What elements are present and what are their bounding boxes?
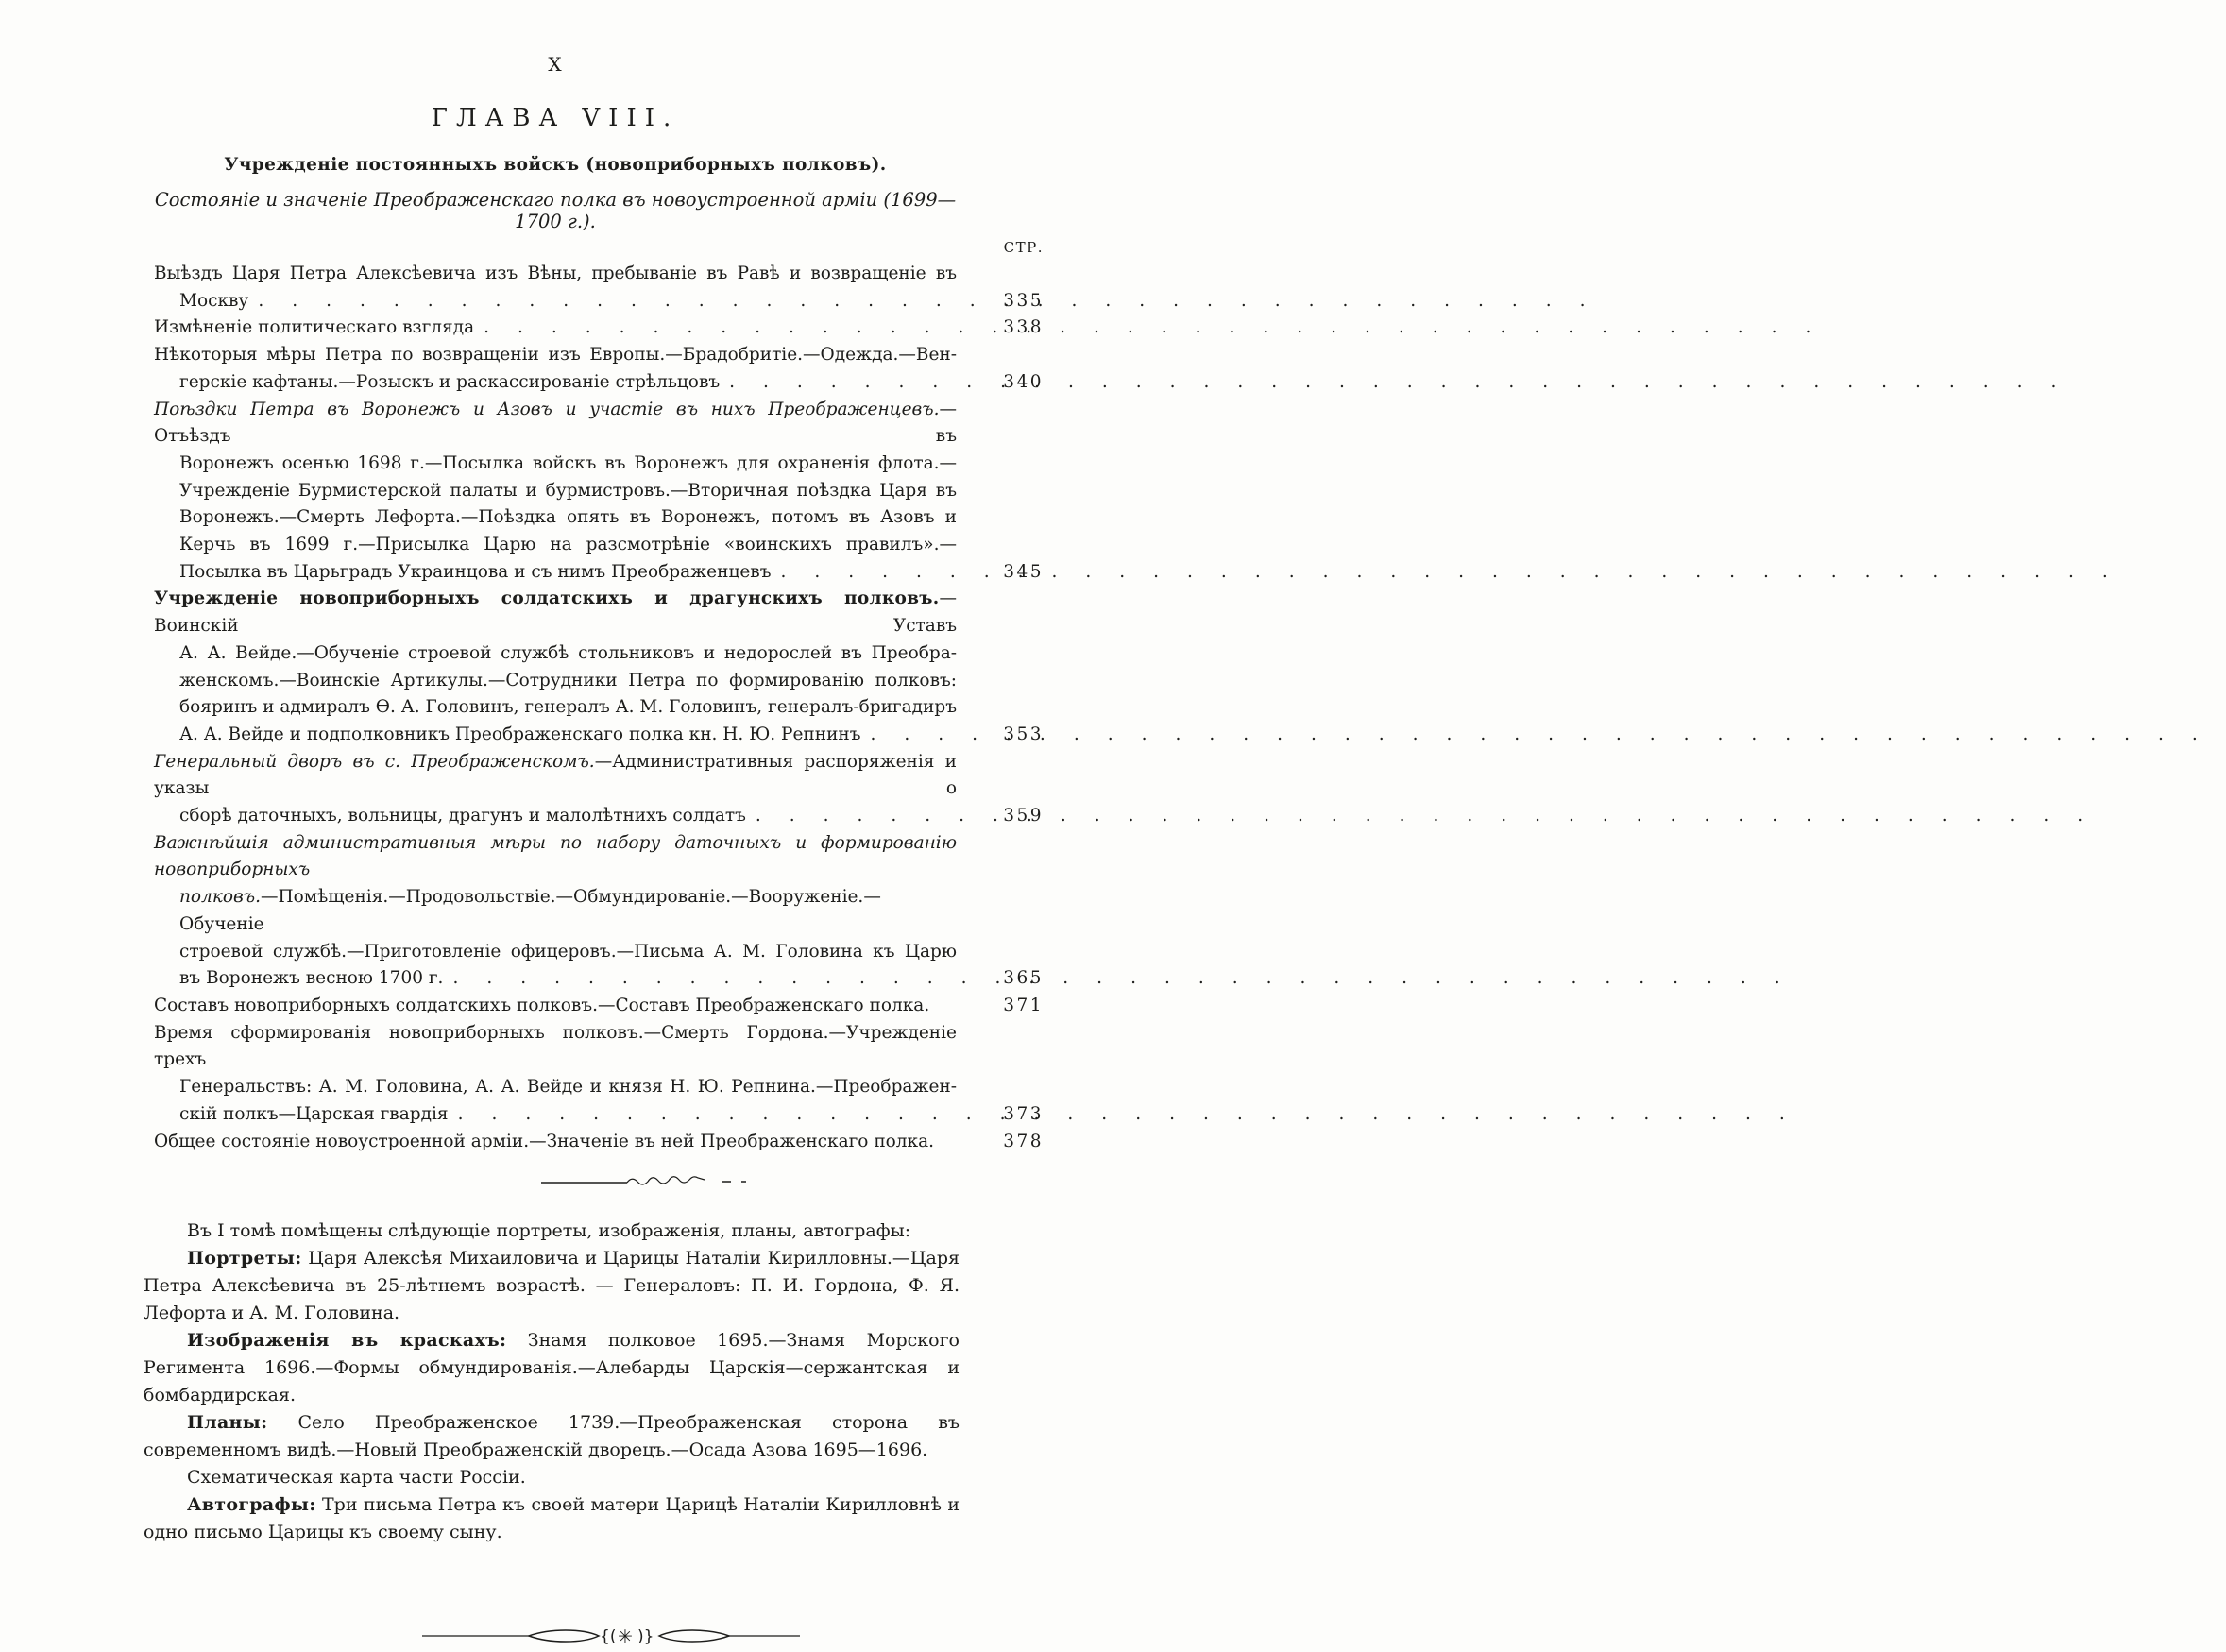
folio-page-number: X — [548, 53, 563, 76]
tailpiece — [154, 1624, 957, 1652]
text-segment: Учрежденіе Бурмистерской палаты и бурмистровъ.—Вторичная поѣздка Царя въ — [179, 480, 957, 501]
paragraph-text: Схематическая карта части Россіи. — [187, 1467, 526, 1489]
text-segment: А. А. Вейде.—Обученіе строевой службѣ стольниковъ и недорослей въ Преобра- — [179, 642, 957, 663]
page-column-header: СТР. — [1003, 239, 1044, 256]
toc-line-text — [179, 803, 746, 830]
toc-line — [154, 586, 957, 639]
toc-line — [154, 559, 1044, 587]
toc-line — [154, 342, 957, 369]
text-segment: —Отъѣздъ въ — [154, 399, 957, 447]
addendum-paragraph — [144, 1409, 960, 1464]
toc-line — [154, 1129, 1044, 1156]
dot-leader — [458, 1101, 974, 1129]
toc-entry — [154, 261, 1044, 315]
toc-line-text — [154, 993, 929, 1020]
toc-entry — [154, 830, 1044, 993]
addendum-paragraph — [144, 1464, 960, 1491]
text-segment: Генеральный дворъ въ с. Преображенскомъ. — [154, 751, 595, 772]
text-segment: Нѣкоторыя мѣры Петра по возвращеніи изъ Европы.—Брадобритіе.—Одежда.—Вен- — [154, 345, 957, 366]
toc-line-text — [179, 1101, 449, 1129]
text-segment: Общее состояніе новоустроенной арміи.—Значеніе въ ней Преображенскаго полка. — [154, 1131, 935, 1151]
text-segment: —Административныя распоряженія и указы о — [154, 751, 957, 799]
text-segment: герскіе кафтаны.—Розыскъ и раскассированіе стрѣльцовъ — [179, 371, 721, 392]
chapter-heading: ГЛАВА VIII. — [431, 104, 680, 132]
toc-line — [154, 640, 957, 668]
engraved-tailpiece-ornament-icon — [422, 1624, 800, 1648]
text-segment: Учрежденіе новоприборныхъ солдатскихъ и драгунскихъ полковъ. — [154, 588, 940, 609]
table-of-contents — [154, 261, 1044, 1155]
svg-text:✳: ✳ — [618, 1626, 633, 1648]
toc-line — [154, 993, 1044, 1020]
dot-leader — [871, 722, 974, 749]
toc-line — [154, 803, 1044, 830]
text-segment: Генеральствъ: А. М. Головина, А. А. Вейде и князя Н. Ю. Репнина.—Преображен- — [179, 1077, 957, 1098]
paragraph-label: Изображенія въ краскахъ: — [187, 1330, 507, 1352]
page-number: 373 — [1003, 1103, 1044, 1124]
dot-leader — [484, 315, 974, 342]
paragraph-text: Знамя полковое 1695.—Знамя Морского Регимента 1696.—Формы обмундированія.—Алебарды Царскія—сержантская и бомбардирская. — [144, 1330, 960, 1406]
toc-line — [154, 532, 957, 559]
toc-line — [154, 451, 957, 478]
toc-line — [154, 830, 957, 884]
toc-line-text — [154, 315, 474, 342]
toc-line — [154, 965, 1044, 993]
addendum-intro: Въ I томѣ помѣщены слѣдующіе портреты, изображенія, планы, автографы: — [187, 1220, 911, 1242]
dot-leader — [729, 369, 974, 397]
text-segment: въ Воронежъ весною 1700 г. — [179, 968, 444, 989]
toc-line — [154, 722, 1044, 749]
dot-leader — [756, 803, 974, 830]
toc-entry — [154, 342, 1044, 396]
toc-line — [154, 884, 957, 938]
addendum-paragraph — [144, 1327, 960, 1409]
squiggle-rule-icon — [537, 1174, 759, 1191]
text-segment: Поѣздки Петра въ Воронежъ и Азовъ и участіе въ нихъ Преображенцевъ. — [154, 399, 940, 419]
paragraph-text: Царя Алексѣя Михаиловича и Царицы Наталіи Кирилловны.—Царя Петра Алексѣевича въ 25-лѣтнемъ возрастѣ. — Генераловъ: П. И. Гордона, Ф. Я. Лефорта и А. М. Головина. — [144, 1248, 960, 1324]
text-segment: —Помѣщенія.—Продовольствіе.—Обмундированіе.—Вооруженіе.—Обученіе — [179, 887, 881, 934]
page-number: 365 — [1003, 968, 1044, 989]
text-segment: скій полкъ—Царская гвардія — [179, 1103, 449, 1124]
toc-line-text — [179, 559, 771, 587]
addendum-paragraphs — [144, 1245, 960, 1546]
svg-text:)}: )} — [637, 1627, 654, 1647]
toc-entry — [154, 749, 1044, 830]
paragraph-label: Планы: — [187, 1412, 268, 1434]
paragraph-label: Портреты: — [187, 1248, 302, 1269]
page-number: 340 — [1003, 371, 1044, 392]
toc-line — [154, 1074, 957, 1101]
text-segment: Воронежъ осенью 1698 г.—Посылка войскъ въ Воронежъ для охраненія флота.— — [179, 452, 957, 473]
text-segment: Измѣненіе политическаго взгляда — [154, 317, 475, 338]
toc-line — [154, 369, 1044, 397]
paragraph-text: Село Преображенское 1739.—Преображенская сторона въ современномъ видѣ.—Новый Преображенскій дворецъ.—Осада Азова 1695—1696. — [144, 1412, 960, 1461]
page-number: 338 — [1003, 317, 1044, 338]
paragraph-text: Три письма Петра къ своей матери Царицѣ Наталіи Кирилловнѣ и одно письмо Царицы къ своему сыну. — [144, 1494, 960, 1543]
text-segment: Москву — [179, 290, 249, 311]
toc-line — [154, 261, 957, 288]
dot-leader — [452, 965, 974, 993]
toc-entry — [154, 397, 1044, 587]
paragraph-label: Автографы: — [187, 1494, 316, 1516]
page-number: 378 — [1003, 1131, 1044, 1151]
toc-line — [154, 749, 957, 803]
page-content — [144, 0, 1044, 1652]
toc-line — [154, 939, 957, 966]
page-number: 359 — [1003, 806, 1044, 826]
text-segment: Выѣздъ Царя Петра Алексѣевича изъ Вѣны, пребываніе въ Равѣ и возвращеніе въ — [154, 264, 957, 283]
dot-leader — [780, 559, 974, 587]
addendum-paragraph — [144, 1245, 960, 1327]
page-number: 371 — [1003, 995, 1044, 1015]
text-segment: —Воинскій Уставъ — [154, 588, 957, 637]
text-segment: Время сформированія новоприборныхъ полковъ.—Смерть Гордона.—Учрежденіе трехъ — [154, 1022, 957, 1070]
toc-entry — [154, 1129, 1044, 1156]
toc-line-text — [154, 1129, 934, 1156]
text-segment: строевой службѣ.—Приготовленіе офицеровъ.—Письма А. М. Головина къ Царю — [179, 941, 957, 962]
text-segment: полковъ. — [179, 887, 261, 908]
text-segment: Воронежъ.—Смерть Лефорта.—Поѣздка опять въ Воронежъ, потомъ въ Азовъ и — [179, 507, 957, 528]
text-segment: Важнѣйшія административныя мѣры по набору даточныхъ и формированію новоприборныхъ — [154, 832, 957, 880]
page-number: 353 — [1003, 724, 1044, 744]
toc-line — [154, 504, 957, 532]
dot-leader — [258, 288, 974, 315]
text-segment: Составъ новоприборныхъ солдатскихъ полковъ.—Составъ Преображенскаго полка. — [154, 995, 930, 1015]
toc-line — [154, 1101, 1044, 1129]
toc-line — [154, 478, 957, 505]
text-segment: бояринъ и адмиралъ Ѳ. А. Головинъ, генералъ А. М. Головинъ, генералъ-бригадиръ — [179, 697, 957, 718]
toc-entry — [154, 315, 1044, 342]
toc-line — [154, 1020, 957, 1074]
text-segment: сборѣ даточныхъ, вольницы, драгунъ и малолѣтнихъ солдатъ — [179, 806, 746, 826]
toc-line — [154, 668, 957, 695]
chapter-title: Учрежденіе постоянныхъ войскъ (новоприборныхъ полковъ). — [224, 155, 887, 175]
svg-text:{(: {( — [600, 1627, 617, 1647]
page-number: 345 — [1003, 561, 1044, 582]
toc-line-text — [179, 369, 720, 397]
text-segment: женскомъ.—Воинскіе Артикулы.—Сотрудники Петра по формированію полковъ: — [179, 670, 957, 690]
toc-line — [154, 288, 1044, 315]
toc-line — [154, 397, 957, 451]
text-segment: А. А. Вейде и подполковникъ Преображенскаго полка кн. Н. Ю. Репнинъ — [179, 724, 861, 744]
toc-entry — [154, 586, 1044, 748]
chapter-subtitle: Состояніе и значеніе Преображенскаго полка въ новоустроенной арміи (1699—1700 г.). — [154, 189, 957, 232]
toc-line-text — [179, 722, 861, 749]
toc-entry — [154, 993, 1044, 1020]
toc-line — [154, 694, 957, 722]
text-segment: Посылка въ Царьградъ Украинцова и съ нимъ Преображенцевъ — [179, 561, 772, 582]
addendum — [144, 1218, 960, 1546]
toc-line-text — [179, 288, 248, 315]
text-segment: Керчь въ 1699 г.—Присылка Царю на разсмотрѣніе «воинскихъ правилъ».— — [179, 535, 957, 555]
page-number: 335 — [1003, 290, 1044, 311]
section-divider — [154, 1174, 957, 1195]
toc-line-text — [179, 965, 443, 993]
addendum-paragraph — [144, 1491, 960, 1546]
toc-line — [154, 315, 1044, 342]
toc-entry — [154, 1020, 1044, 1129]
